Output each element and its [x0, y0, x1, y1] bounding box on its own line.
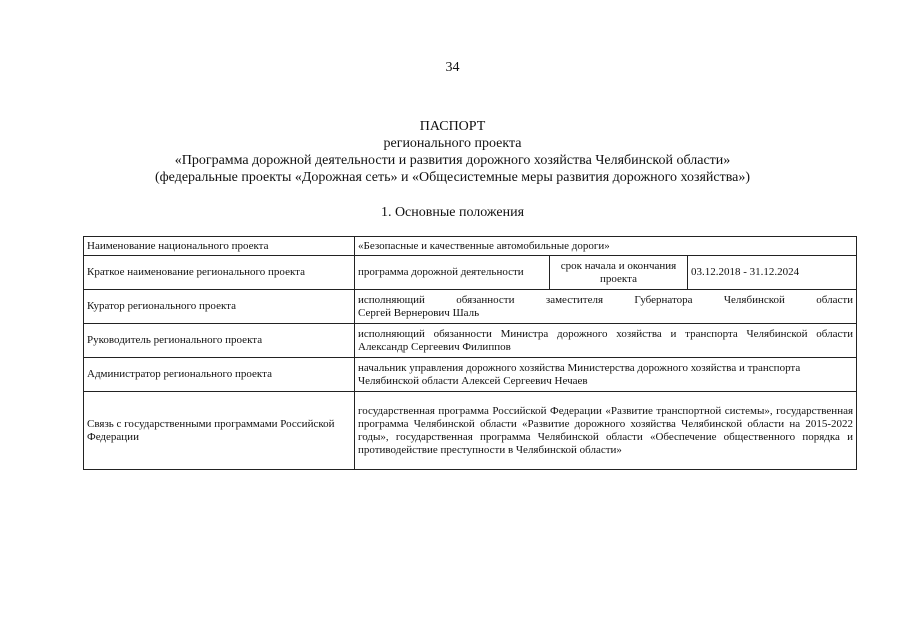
term-value: 03.12.2018 - 31.12.2024 — [688, 256, 857, 290]
document-title — [0, 118, 905, 186]
title-program-name: «Программа дорожной деятельности и развития дорожного хозяйства Челябинской области» — [174, 153, 731, 168]
administrator-value: начальник управления дорожного хозяйства Министерства дорожного хозяйства и транспорта Челябинской области Алексей Сергеевич Нечаев — [355, 358, 857, 392]
curator-name: Сергей Вернерович Шаль — [358, 306, 480, 319]
section-heading: 1. Основные положения — [380, 205, 525, 220]
table-row — [84, 324, 857, 358]
table-row — [84, 256, 857, 290]
short-name-label: Краткое наименование регионального проекта — [84, 256, 355, 290]
table-row — [84, 237, 857, 256]
short-name-value: программа дорожной деятельности — [355, 256, 550, 290]
national-project-label: Наименование национального проекта — [84, 237, 355, 256]
curator-value — [355, 290, 857, 324]
table-row — [84, 358, 857, 392]
title-passport: ПАСПОРТ — [419, 119, 486, 134]
table-row — [84, 290, 857, 324]
national-project-value: «Безопасные и качественные автомобильные дороги» — [355, 237, 857, 256]
administrator-label: Администратор регионального проекта — [84, 358, 355, 392]
term-label: срок начала и окончания проекта — [550, 256, 688, 290]
curator-position: исполняющий обязанности заместителя Губернатора Челябинской области — [358, 293, 854, 306]
page-number: 34 — [445, 60, 460, 75]
links-value: государственная программа Российской Федерации «Развитие транспортной системы», государственная программа Челябинской области «Развитие дорожного хозяйства Челябинской области на 2015-2022 годы», государственная программа Челябинской области «Обеспечение общественного порядка и противодействие преступности в Челябинской области» — [355, 392, 857, 470]
passport-table — [83, 236, 857, 470]
curator-label: Куратор регионального проекта — [84, 290, 355, 324]
table-row — [84, 392, 857, 470]
head-label: Руководитель регионального проекта — [84, 324, 355, 358]
title-subtitle: регионального проекта — [383, 136, 522, 151]
links-label: Связь с государственными программами Российской Федерации — [84, 392, 355, 470]
title-federal-projects: (федеральные проекты «Дорожная сеть» и «Общесистемные меры развития дорожного хозяйства») — [154, 170, 751, 185]
head-value: исполняющий обязанности Министра дорожного хозяйства и транспорта Челябинской области Александр Сергеевич Филиппов — [355, 324, 857, 358]
